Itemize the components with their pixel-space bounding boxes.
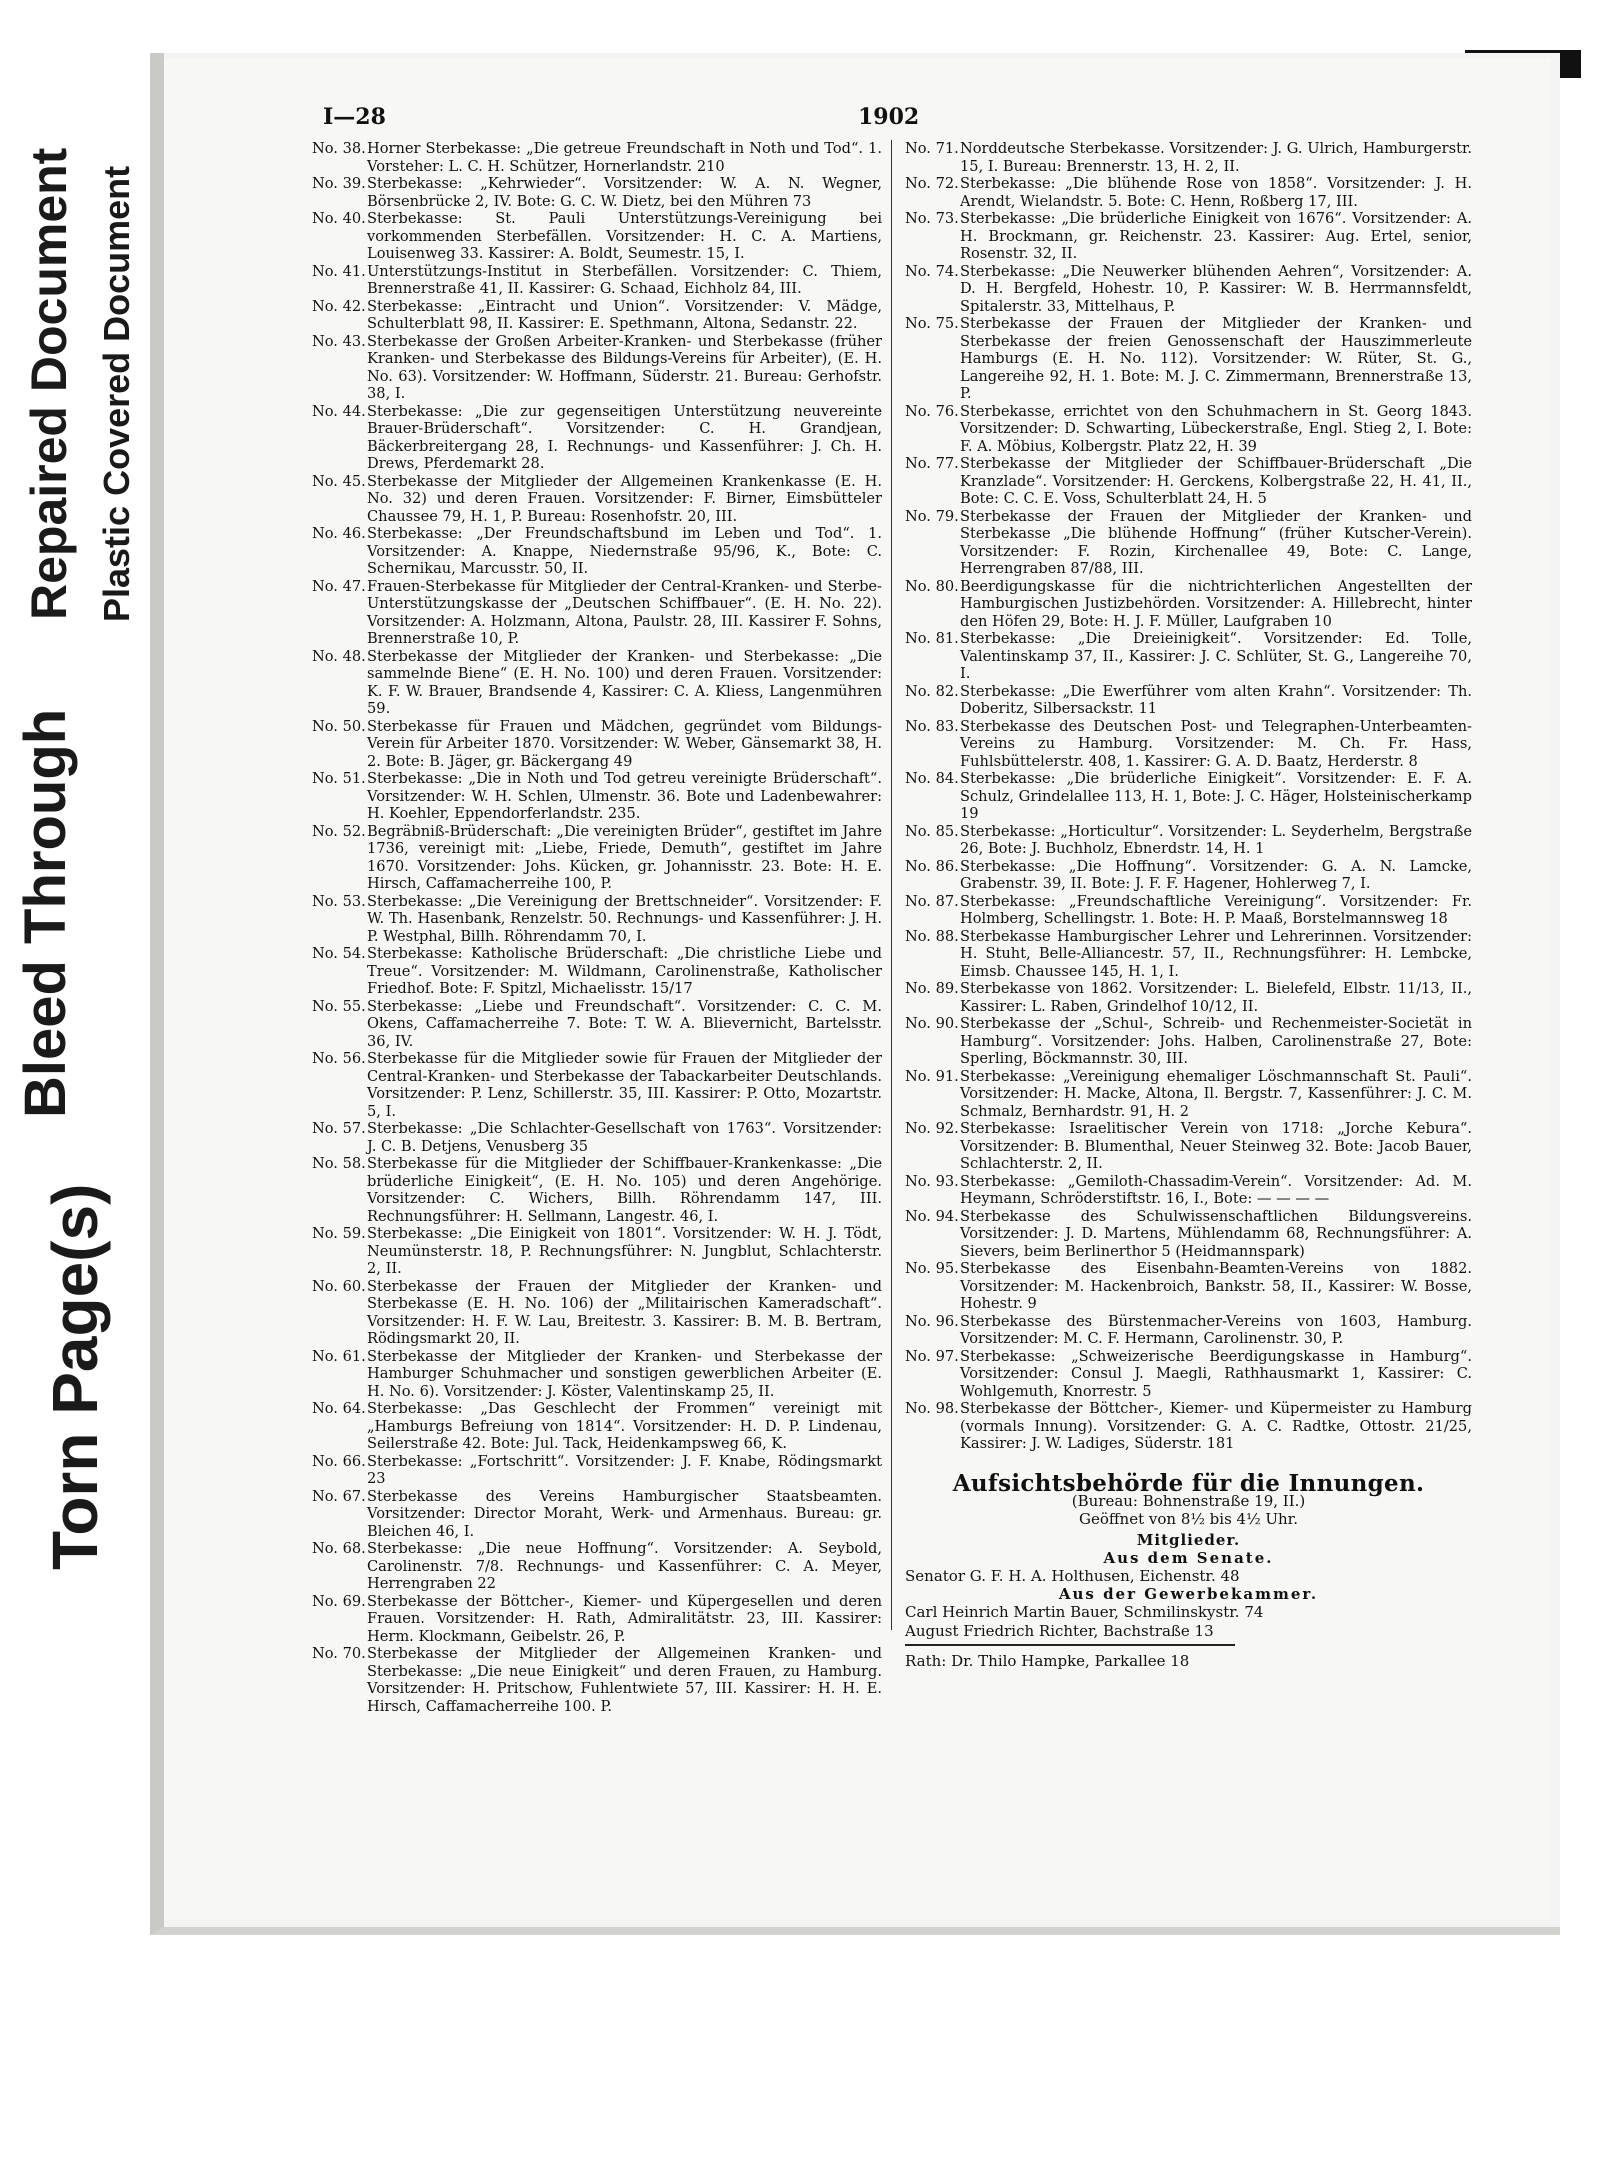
list-item <box>312 298 882 333</box>
repaired-document-label: Repaired Document <box>21 147 77 620</box>
entry-number: No. 76. <box>905 402 959 420</box>
list-item <box>905 1068 1472 1121</box>
entry-number: No. 88. <box>905 927 959 945</box>
entry-text: Sterbekasse der Mitglieder der Allgemeinen Krankenkasse (E. H. No. 32) und deren Frauen. Vorsitzender: F. Birner, Eimsbütteler Chaussee 79, H. 1, P. Bureau: Rosenhofstr. 20, III. <box>367 472 882 525</box>
list-item <box>905 718 1472 771</box>
authority-rule <box>905 1644 1235 1646</box>
entry-text: Sterbekasse: „Liebe und Freundschaft“. Vorsitzender: C. C. M. Okens, Caffamacherreihe 7. Bote: T. W. A. Blievernicht, Bartelsstr. 36, IV. <box>367 997 882 1050</box>
entry-text: Sterbekasse der Böttcher-, Kiemer- und Küpermeister zu Hamburg (vormals Innung). Vorsitzender: G. A. C. Radtke, Ottostr. 21/25, Kassirer: J. W. Ladiges, Süderstr. 181 <box>960 1400 1472 1452</box>
entry-text: Unterstützungs-Institut in Sterbefällen. Vorsitzender: C. Thiem, Brennerstraße 41, II. Kassirer: G. Schaad, Eichholz 84, III. <box>367 262 882 297</box>
entry-number: No. 68. <box>312 1540 366 1557</box>
entry-text: Sterbekasse: „Die neue Hoffnung“. Vorsitzender: A. Seybold, Carolinenstr. 7/8. Rechnungs- und Kassenführer: C. A. Meyer, Herrengraben 22 <box>367 1540 882 1592</box>
entry-number: No. 66. <box>312 1452 366 1470</box>
list-item <box>312 1278 882 1348</box>
entry-number: No. 57. <box>312 1120 366 1137</box>
entry-text: Sterbekasse der Frauen der Mitglieder der Kranken- und Sterbekasse „Die blühende Hoffnung“ (früher Kutscher-Verein). Vorsitzender: F. Rozin, Kirchenallee 49, Bote: C. Lange, Herrengraben 87/88, III. <box>960 507 1472 577</box>
list-item <box>905 1120 1472 1173</box>
entry-text: Sterbekasse: „Schweizerische Beerdigungskasse in Hamburg“. Vorsitzender: Consul J. Maegli, Rathhausmarkt 1, Kassirer: C. Wohlgemuth, Knorrestr. 5 <box>960 1347 1472 1400</box>
list-item <box>905 210 1472 263</box>
left-column <box>312 140 882 1715</box>
list-item <box>905 263 1472 316</box>
chamber-member-2: August Friedrich Richter, Bachstraße 13 <box>905 1621 1214 1640</box>
page-number: I—28 <box>323 104 386 130</box>
entry-text: Sterbekasse der Großen Arbeiter-Kranken- und Sterbekasse (früher Kranken- und Sterbekasse des Bildungs-Vereins für Arbeiter), (E. H. No. 63). Vorsitzender: W. Hoffmann, Süderstr. 21. Bureau: Gerhofstr. 38, I. <box>367 332 882 402</box>
entry-text: Sterbekasse: „Die Dreieinigkeit“. Vorsitzender: Ed. Tolle, Valentinskamp 37, II., Kassirer: J. C. Schlüter, St. G., Langereihe 70, I. <box>960 630 1472 682</box>
entry-text: Sterbekasse: „Freundschaftliche Vereinigung“. Vorsitzender: Fr. Holmberg, Schellingstr. 1. Bote: H. P. Maaß, Borstelmannsweg 18 <box>960 892 1472 927</box>
entry-text: Sterbekasse der Mitglieder der Kranken- und Sterbekasse der Hamburger Schuhmacher und sonstigen gewerblichen Arbeiter (E. H. No. 6). Vorsitzender: J. Köster, Valentinskamp 25, II. <box>367 1347 882 1400</box>
entry-number: No. 51. <box>312 770 366 787</box>
entry-number: No. 81. <box>905 630 959 647</box>
authority-bureau: (Bureau: Bohnenstraße 19, II.) <box>1071 1492 1306 1510</box>
entry-text: Sterbekasse, errichtet von den Schuhmachern in St. Georg 1843. Vorsitzender: D. Schwarting, Lübeckerstraße, Engl. Stieg 2, I. Bote: F. A. Möbius, Kolbergstr. Platz 22, H. 39 <box>960 402 1472 455</box>
entry-text: Sterbekasse: „Die Ewerführer vom alten Krahn“. Vorsitzender: Th. Doberitz, Silbersackstr. 11 <box>960 682 1472 717</box>
entry-text: Sterbekasse des Vereins Hamburgischer Staatsbeamten. Vorsitzender: Director Moraht, Werk- und Armenhaus. Bureau: gr. Bleichen 46, I. <box>367 1487 882 1540</box>
entry-text: Sterbekasse: „Die Vereinigung der Brettschneider“. Vorsitzender: F. W. Th. Hasenbank, Renzelstr. 50. Rechnungs- und Kassenführer: J. H. P. Westphal, Billh. Röhrendamm 70, I. <box>367 892 882 945</box>
list-item <box>312 1348 882 1401</box>
entry-number: No. 40. <box>312 210 366 227</box>
list-item <box>312 770 882 823</box>
list-item <box>905 455 1472 508</box>
list-item <box>905 823 1472 858</box>
right-column <box>905 140 1472 1671</box>
entry-text: Sterbekasse: „Die Neuwerker blühenden Aehren“, Vorsitzender: A. D. H. Bergfeld, Hohestr. 10, P. Kassirer: W. B. Herrmannsfeldt, Spitalerstr. 33, Mittelhaus, P. <box>960 262 1472 315</box>
entry-text: Sterbekasse für Frauen und Mädchen, gegründet vom Bildungs-Verein für Arbeiter 1870. Vorsitzender: W. Weber, Gänsemarkt 38, H. 2. Bote: B. Jäger, gr. Bäckergang 49 <box>367 717 882 770</box>
list-item <box>312 648 882 718</box>
chamber-heading: Aus der Gewerbekammer. <box>1058 1584 1319 1603</box>
entry-number: No. 75. <box>905 315 959 332</box>
list-item <box>312 1453 882 1488</box>
entry-text: Sterbekasse: „Gemiloth-Chassadim-Verein“. Vorsitzender: Ad. M. Heymann, Schröderstiftstr. 16, I., Bote: — — — — <box>960 1172 1472 1207</box>
entry-text: Sterbekasse: „Horticultur“. Vorsitzender: L. Seyderhelm, Bergstraße 26, Bote: J. Buchholz, Ebnerdstr. 14, H. 1 <box>960 822 1472 857</box>
entry-text: Sterbekasse Hamburgischer Lehrer und Lehrerinnen. Vorsitzender: H. Stuht, Belle-Alliancestr. 57, II., Rechnungsführer: H. Lembcke, Eimsb. Chaussee 145, H. 1, I. <box>960 927 1472 980</box>
entry-number: No. 46. <box>312 525 366 542</box>
list-item <box>905 175 1472 210</box>
entry-text: Sterbekasse der Böttcher-, Kiemer- und Küpergesellen und deren Frauen. Vorsitzender: H. Rath, Admiralitätstr. 23, III. Kassirer: Herm. Klockmann, Geibelstr. 26, P. <box>367 1592 882 1645</box>
list-item <box>905 893 1472 928</box>
entry-number: No. 93. <box>905 1172 959 1190</box>
entry-text: Sterbekasse: „Vereinigung ehemaliger Löschmannschaft St. Pauli“. Vorsitzender: H. Macke, Altona, Il. Bergstr. 7, Kassenführer: J. C. M. Schmalz, Bernhardstr. 91, H. 2 <box>960 1067 1472 1120</box>
entry-number: No. 70. <box>312 1645 366 1662</box>
entry-text: Norddeutsche Sterbekasse. Vorsitzender: J. G. Ulrich, Hamburgerstr. 15, I. Bureau: Brennerstr. 13, H. 2, II. <box>960 140 1472 175</box>
entry-number: No. 67. <box>312 1487 366 1505</box>
entry-number: No. 73. <box>905 210 959 227</box>
entry-text: Frauen-Sterbekasse für Mitglieder der Central-Kranken- und Sterbe-Unterstützungskasse der „Deutschen Schiffbauer“. (E. H. No. 22). Vorsitzender: A. Holzmann, Altona, Paulstr. 28, III. Kassirer F. Sohns, Brennerstraße 10, P. <box>367 577 882 647</box>
entry-text: Sterbekasse des Schulwissenschaftlichen Bildungsvereins. Vorsitzender: J. D. Martens, Mühlendamm 68, Rechnungsführer: A. Sievers, beim Berlinerthor 5 (Heidmannspark) <box>960 1207 1472 1260</box>
chamber-member-1: Carl Heinrich Martin Bauer, Schmilinskystr. 74 <box>905 1603 1264 1621</box>
entry-number: No. 77. <box>905 455 959 472</box>
entry-number: No. 56. <box>312 1050 366 1067</box>
list-item <box>312 1593 882 1646</box>
list-item <box>312 403 882 473</box>
entry-text: Begräbniß-Brüderschaft: „Die vereinigten Brüder“, gestiftet im Jahre 1736, vereinigt mit: „Liebe, Friede, Demuth“, gestiftet im Jahre 1670. Vorsitzender: Johs. Kücken, gr. Johannisstr. 23. Bote: H. E. Hirsch, Caffamacherreihe 100, P. <box>367 822 882 892</box>
entry-number: No. 41. <box>312 262 366 280</box>
entry-number: No. 38. <box>312 140 366 157</box>
list-item <box>905 770 1472 823</box>
entry-text: Sterbekasse des Eisenbahn-Beamten-Vereins von 1882. Vorsitzender: M. Hackenbroich, Bankstr. 58, II., Kassirer: W. Bosse, Hohestr. 9 <box>960 1260 1472 1312</box>
entry-number: No. 45. <box>312 472 366 490</box>
entry-number: No. 47. <box>312 577 366 595</box>
entry-number: No. 80. <box>905 577 959 595</box>
list-item <box>905 630 1472 683</box>
senate-heading: Aus dem Senate. <box>1103 1548 1274 1567</box>
entry-text: Sterbekasse: Israelitischer Verein von 1718: „Jorche Kebura“. Vorsitzender: B. Blumenthal, Neuer Steinweg 32. Bote: Jacob Bauer, Schlachterstr. 2, II. <box>960 1120 1472 1172</box>
entry-text: Sterbekasse: „Die zur gegenseitigen Unterstützung neuvereinte Brauer-Brüderschaft“. Vorsitzender: C. H. Grandjean, Bäckerbreitergang 28, I. Rechnungs- und Kassenführer: J. Ch. H. Drews, Pferdemarkt 28. <box>367 402 882 472</box>
entry-number: No. 87. <box>905 892 959 910</box>
entry-text: Sterbekasse: „Die brüderliche Einigkeit“. Vorsitzender: E. F. A. Schulz, Grindelallee 113, H. 1, Bote: J. C. Häger, Holsteinischerkamp 19 <box>960 770 1472 822</box>
entry-number: No. 79. <box>905 507 959 525</box>
list-item <box>312 1540 882 1593</box>
counsel-line: Rath: Dr. Thilo Hampke, Parkallee 18 <box>905 1652 1190 1670</box>
list-item <box>312 1155 882 1225</box>
page-year: 1902 <box>858 104 920 130</box>
entry-text: Sterbekasse von 1862. Vorsitzender: L. Bielefeld, Elbstr. 11/13, II., Kassirer: L. Raben, Grindelhof 10/12, II. <box>960 980 1472 1015</box>
list-item <box>312 1400 882 1453</box>
entry-number: No. 64. <box>312 1400 366 1417</box>
entry-number: No. 82. <box>905 682 959 700</box>
entry-number: No. 94. <box>905 1207 959 1225</box>
left-entry-list <box>312 140 882 1715</box>
list-item <box>312 525 882 578</box>
list-item <box>905 508 1472 578</box>
entry-number: No. 83. <box>905 717 959 735</box>
entry-number: No. 43. <box>312 332 366 350</box>
entry-number: No. 53. <box>312 892 366 910</box>
list-item <box>312 578 882 648</box>
entry-text: Sterbekasse des Bürstenmacher-Vereins von 1603, Hamburg. Vorsitzender: M. C. F. Hermann, Carolinenstr. 30, P. <box>960 1312 1472 1347</box>
entry-number: No. 55. <box>312 997 366 1015</box>
entry-text: Sterbekasse für die Mitglieder der Schiffbauer-Krankenkasse: „Die brüderliche Einigkeit“, (E. H. No. 105) und deren Angehörige. Vorsitzender: C. Wichers, Billh. Röhrendamm 147, III. Rechnungsführer: H. Sellmann, Langestr. 46, I. <box>367 1155 882 1225</box>
entry-text: Sterbekasse: „Kehrwieder“. Vorsitzender: W. A. N. Wegner, Börsenbrücke 2, IV. Bote: G. C. W. Dietz, bei den Mühren 73 <box>367 175 882 210</box>
entry-number: No. 86. <box>905 857 959 875</box>
list-item <box>905 1260 1472 1313</box>
entry-text: Sterbekasse des Deutschen Post- und Telegraphen-Unterbeamten-Vereins zu Hamburg. Vorsitzender: M. Ch. Fr. Hass, Fuhlsbüttelerstr. 408, 1. Kassirer: G. A. D. Baatz, Herderstr. 8 <box>960 717 1472 770</box>
entry-text: Sterbekasse: „Die blühende Rose von 1858“. Vorsitzender: J. H. Arendt, Wielandstr. 5. Bote: C. Henn, Roßberg 17, III. <box>960 175 1472 210</box>
list-item <box>312 998 882 1051</box>
list-item <box>905 315 1472 403</box>
entry-text: Sterbekasse der Frauen der Mitglieder der Kranken- und Sterbekasse (E. H. No. 106) der „Militairischen Kameradschaft“. Vorsitzender: H. F. W. Lau, Breitestr. 3. Kassirer: B. M. B. Bertram, Rödingsmarkt 20, II. <box>367 1277 882 1347</box>
entry-text: Sterbekasse der „Schul-, Schreib- und Rechenmeister-Societät in Hamburg“. Vorsitzender: Johs. Halben, Carolinenstraße 27, Bote: Sperling, Böckmannstr. 30, III. <box>960 1015 1472 1067</box>
entry-text: Sterbekasse: „Die Hoffnung“. Vorsitzender: G. A. N. Lamcke, Grabenstr. 39, II. Bote: J. F. F. Hagener, Hohlerweg 7, I. <box>960 857 1472 892</box>
list-item <box>312 1050 882 1120</box>
entry-text: Horner Sterbekasse: „Die getreue Freundschaft in Noth und Tod“. 1. Vorsteher: L. C. H. Schützer, Hornerlandstr. 210 <box>367 140 882 175</box>
entry-text: Sterbekasse: St. Pauli Unterstützungs-Vereinigung bei vorkommenden Sterbefällen. Vorsitzender: H. C. A. Martiens, Louisenweg 33. Kassirer: A. Boldt, Seumestr. 15, I. <box>367 210 882 262</box>
entry-number: No. 85. <box>905 822 959 840</box>
list-item <box>905 928 1472 981</box>
list-item <box>312 1120 882 1155</box>
entry-number: No. 97. <box>905 1347 959 1365</box>
entry-text: Beerdigungskasse für die nichtrichterlichen Angestellten der Hamburgischen Justizbehörden. Vorsitzender: A. Hillebrecht, hinter den Höfen 29, Bote: H. J. F. Müller, Laufgraben 10 <box>960 577 1472 630</box>
list-item <box>312 1225 882 1278</box>
entry-text: Sterbekasse der Mitglieder der Schiffbauer-Brüderschaft „Die Kranzlade“. Vorsitzender: H. Gerckens, Kolbergstraße 22, H. 41, II., Bote: C. C. E. Voss, Schulterblatt 24, H. 5 <box>960 455 1472 507</box>
list-item <box>312 1645 882 1715</box>
entry-number: No. 58. <box>312 1155 366 1172</box>
entry-number: No. 52. <box>312 822 366 840</box>
entry-text: Sterbekasse: Katholische Brüderschaft: „Die christliche Liebe und Treue“. Vorsitzender: M. Wildmann, Carolinenstraße, Katholischer Friedhof. Bote: F. Spitzl, Michaelisstr. 15/17 <box>367 945 882 997</box>
members-heading: Mitglieder. <box>1136 1531 1241 1549</box>
entry-text: Sterbekasse der Mitglieder der Kranken- und Sterbekasse: „Die sammelnde Biene“ (E. H. No. 100) und deren Frauen. Vorsitzender: K. F. W. Brauer, Brandsende 4, Kassirer: C. A. Kliess, Langenmühren 59. <box>367 647 882 717</box>
list-item <box>905 1173 1472 1208</box>
entry-text: Sterbekasse: „Die Einigkeit von 1801“. Vorsitzender: W. H. J. Tödt, Neumünsterstr. 18, P. Rechnungsführer: N. Jungblut, Schlachterstr. 2, II. <box>367 1225 882 1277</box>
list-item <box>312 945 882 998</box>
list-item <box>312 210 882 263</box>
entry-number: No. 44. <box>312 402 366 420</box>
list-item <box>312 333 882 403</box>
list-item <box>905 578 1472 631</box>
entry-number: No. 92. <box>905 1120 959 1137</box>
entry-number: No. 98. <box>905 1400 959 1417</box>
list-item <box>312 718 882 771</box>
entry-number: No. 72. <box>905 175 959 192</box>
entry-number: No. 96. <box>905 1312 959 1330</box>
column-divider <box>891 140 892 1630</box>
entry-number: No. 74. <box>905 262 959 280</box>
entry-number: No. 59. <box>312 1225 366 1242</box>
entry-number: No. 69. <box>312 1592 366 1610</box>
entry-text: Sterbekasse: „Die in Noth und Tod getreu vereinigte Brüderschaft“. Vorsitzender: W. H. Schlen, Ulmenstr. 36. Bote und Ladenbewahrer: H. Koehler, Eppendorferlandstr. 235. <box>367 770 882 822</box>
entry-number: No. 84. <box>905 770 959 787</box>
list-item <box>312 1488 882 1541</box>
list-item <box>312 473 882 526</box>
entry-text: Sterbekasse: „Das Geschlecht der Frommen“ vereinigt mit „Hamburgs Befreiung von 1814“. Vorsitzender: H. D. P. Lindenau, Seilerstraße 42. Bote: Jul. Tack, Heidenkampsweg 66, K. <box>367 1400 882 1452</box>
entry-text: Sterbekasse: „Der Freundschaftsbund im Leben und Tod“. 1. Vorsitzender: A. Knappe, Niedernstraße 95/96, K., Bote: C. Schernikau, Marcusstr. 50, II. <box>367 525 882 577</box>
list-item <box>312 263 882 298</box>
right-entry-list <box>905 140 1472 1453</box>
entry-number: No. 60. <box>312 1277 366 1295</box>
list-item <box>905 1348 1472 1401</box>
entry-number: No. 42. <box>312 297 366 315</box>
list-item <box>312 893 882 946</box>
list-item <box>905 683 1472 718</box>
bleed-through-label: Bleed Through <box>13 708 78 1118</box>
list-item <box>905 1015 1472 1068</box>
entry-number: No. 90. <box>905 1015 959 1032</box>
entry-text: Sterbekasse: „Die brüderliche Einigkeit von 1676“. Vorsitzender: A. H. Brockmann, gr. Reichenstr. 23. Kassirer: Aug. Ertel, senior, Rosenstr. 32, II. <box>960 210 1472 262</box>
list-item <box>312 175 882 210</box>
entry-number: No. 54. <box>312 945 366 962</box>
list-item <box>905 403 1472 456</box>
authority-title: Aufsichtsbehörde für die Innungen. <box>952 1469 1425 1497</box>
list-item <box>312 823 882 893</box>
entry-number: No. 48. <box>312 647 366 665</box>
entry-text: Sterbekasse der Frauen der Mitglieder der Kranken- und Sterbekasse der freien Genossenschaft der Hauszimmerleute Hamburgs (E. H. No. 112). Vorsitzender: W. Rüter, St. G., Langereihe 92, H. 1. Bote: M. J. C. Zimmermann, Brennerstraße 13, P. <box>960 315 1472 402</box>
entry-text: Sterbekasse: „Eintracht und Union“. Vorsitzender: V. Mädge, Schulterblatt 98, II. Kassirer: E. Spethmann, Altona, Sedanstr. 22. <box>367 297 882 332</box>
entry-number: No. 50. <box>312 717 366 735</box>
entry-number: No. 39. <box>312 175 366 192</box>
authority-hours: Geöffnet von 8½ bis 4½ Uhr. <box>1079 1510 1298 1528</box>
entry-text: Sterbekasse: „Die Schlachter-Gesellschaft von 1763“. Vorsitzender: J. C. B. Detjens, Venusberg 35 <box>367 1120 882 1155</box>
list-item <box>905 1400 1472 1453</box>
entry-number: No. 61. <box>312 1347 366 1365</box>
entry-number: No. 89. <box>905 980 959 997</box>
torn-pages-label: Torn Page(s) <box>39 1183 111 1570</box>
entry-text: Sterbekasse: „Fortschritt“. Vorsitzender: J. F. Knabe, Rödingsmarkt 23 <box>367 1452 882 1487</box>
list-item <box>905 1208 1472 1261</box>
list-item <box>905 980 1472 1015</box>
list-item <box>312 140 882 175</box>
list-item <box>905 140 1472 175</box>
entry-text: Sterbekasse für die Mitglieder sowie für Frauen der Mitglieder der Central-Kranken- und Sterbekasse der Tabackarbeiter Deutschlands. Vorsitzender: P. Lenz, Schillerstr. 35, III. Kassirer: P. Otto, Mozartstr. 5, I. <box>367 1050 882 1120</box>
authority-section <box>905 1469 1472 1671</box>
entry-number: No. 71. <box>905 140 959 157</box>
list-item <box>905 1313 1472 1348</box>
list-item <box>905 858 1472 893</box>
plastic-covered-label: Plastic Covered Document <box>96 165 137 622</box>
entry-text: Sterbekasse der Mitglieder der Allgemeinen Kranken- und Sterbekasse: „Die neue Einigkeit“ und deren Frauen, zu Hamburg. Vorsitzender: H. Pritschow, Fuhlentwiete 57, III. Kassirer: H. H. E. Hirsch, Caffamacherreihe 100. P. <box>367 1645 882 1715</box>
entry-number: No. 91. <box>905 1067 959 1085</box>
senator-line: Senator G. F. H. A. Holthusen, Eichenstr. 48 <box>905 1567 1240 1585</box>
entry-number: No. 95. <box>905 1260 959 1277</box>
